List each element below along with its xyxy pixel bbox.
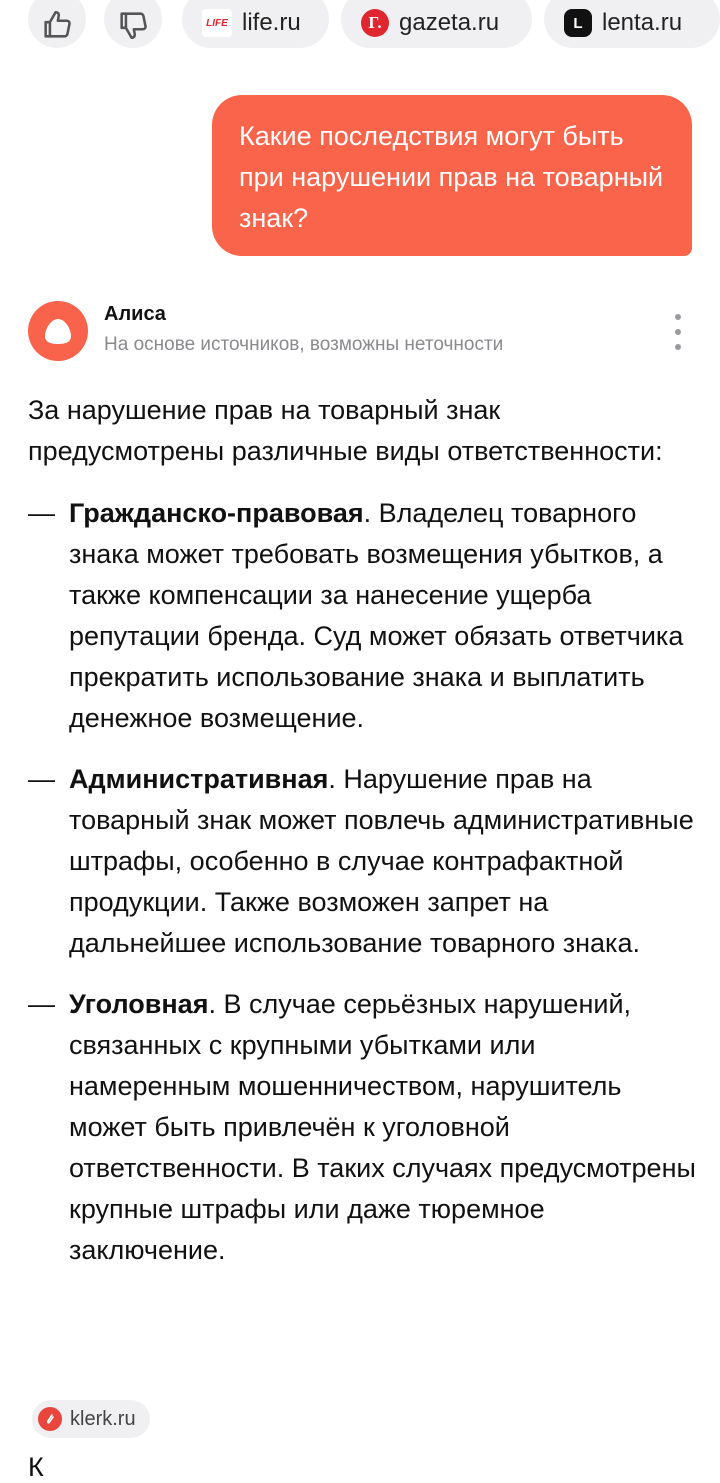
assistant-disclaimer: На основе источников, возможны неточности (104, 334, 504, 355)
list-item-title: Гражданско-правовая (69, 498, 364, 528)
user-message-text: Какие последствия могут быть при нарушении прав на товарный знак? (239, 121, 664, 233)
list-dash: — (28, 764, 55, 794)
list-item-body (69, 759, 698, 964)
menu-dot (675, 344, 681, 350)
source-chip-life[interactable] (182, 0, 329, 48)
next-paragraph-cut: К (28, 1452, 44, 1482)
list-dash: — (28, 989, 55, 1019)
list-item-body (69, 493, 698, 739)
answer-intro: За нарушение прав на товарный знак предусмотрены различные виды ответственности: (28, 395, 663, 466)
list-item-title: Уголовная (69, 989, 209, 1019)
user-message-bubble[interactable] (212, 95, 692, 256)
thumbs-down-icon (116, 8, 150, 42)
life-favicon: LIFE (202, 9, 232, 37)
gazeta-favicon: Г. (361, 9, 389, 37)
alisa-avatar (28, 301, 88, 361)
thumbs-up-icon (40, 8, 74, 42)
list-item-body (69, 984, 698, 1271)
top-sources-row (0, 0, 720, 52)
list-item (28, 759, 698, 964)
dislike-button[interactable] (104, 0, 162, 48)
source-label: klerk.ru (70, 1407, 136, 1430)
list-item (28, 493, 698, 739)
list-dash: — (28, 498, 55, 528)
source-label: gazeta.ru (399, 9, 500, 36)
source-chip-lenta[interactable] (544, 0, 720, 48)
list-item (28, 984, 698, 1271)
klerk-favicon (38, 1407, 62, 1431)
source-label: life.ru (242, 9, 301, 36)
like-button[interactable] (28, 0, 86, 48)
paperclip-icon (43, 1412, 57, 1426)
assistant-answer (28, 390, 698, 1291)
source-chip-gazeta[interactable] (341, 0, 532, 48)
lenta-favicon: L (564, 9, 592, 37)
list-item-title: Административная (69, 764, 329, 794)
list-item-text: . В случае серьёзных нарушений, связанных с крупными убытками или намеренным мошенничеством, нарушитель может быть привлечён к уголовной ответственности. В таких случаях предусмотрены крупные штрафы или даже тюремное заключение. (69, 989, 696, 1265)
assistant-name: Алиса (104, 303, 166, 325)
menu-dot (675, 329, 681, 335)
source-label: lenta.ru (602, 9, 683, 36)
alisa-logo-icon (40, 313, 76, 349)
more-vertical-icon[interactable] (664, 314, 692, 350)
menu-dot (675, 314, 681, 320)
list-item-text: . Владелец товарного знака может требовать возмещения убытков, а также компенсации за нанесение ущерба репутации бренда. Суд может обязать ответчика прекратить использование знака и выплатить денежное возмещение. (69, 498, 684, 733)
list-item-text: . Нарушение прав на товарный знак может повлечь административные штрафы, особенно в случае контрафактной продукции. Также возможен запрет на дальнейшее использование товарного знака. (69, 764, 694, 958)
source-chip-klerk[interactable] (32, 1400, 150, 1438)
